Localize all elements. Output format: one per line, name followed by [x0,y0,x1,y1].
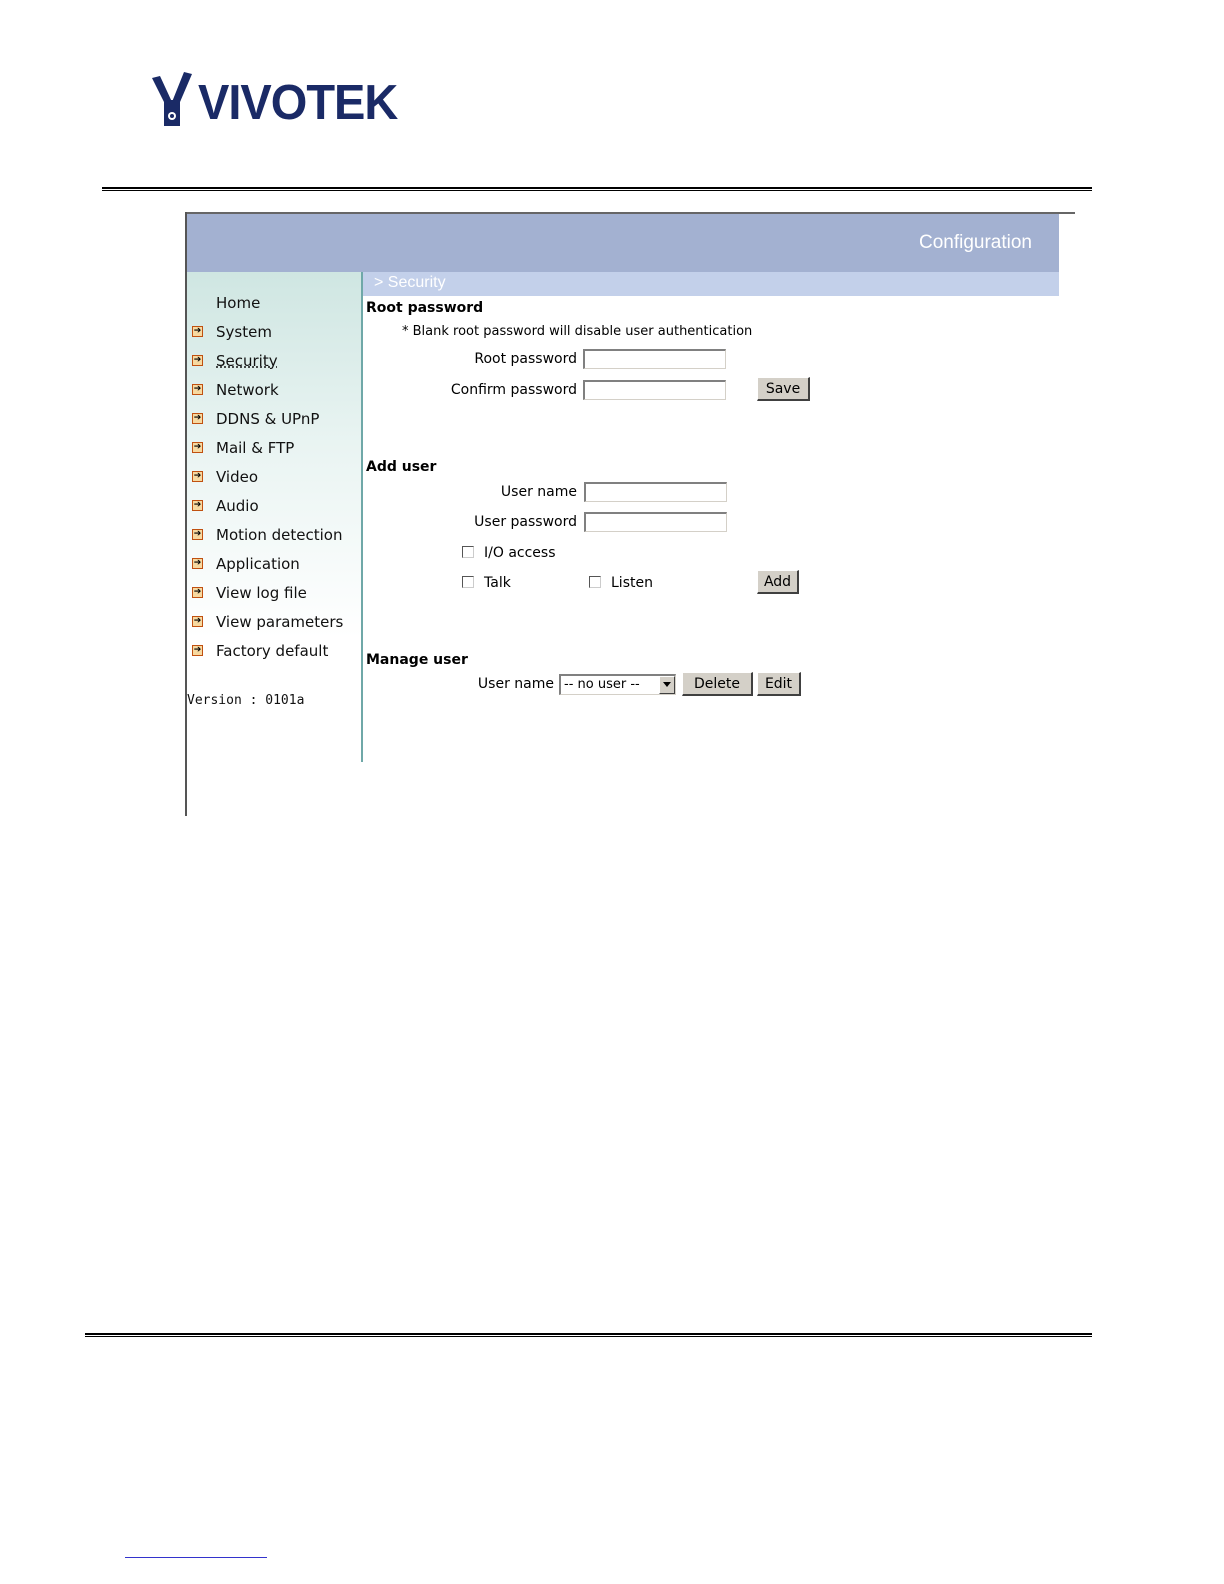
arrow-right-icon: ➔ [193,558,202,568]
sidebar-item-view-parameters[interactable] [187,611,362,633]
arrow-right-icon: ➔ [193,587,202,597]
sidebar-item-ddns-upnp[interactable] [187,408,362,430]
username-input[interactable] [584,482,727,502]
arrow-right-icon: ➔ [193,645,202,655]
arrow-right-icon: ➔ [193,616,202,626]
arrow-right-icon: ➔ [193,471,202,481]
sidebar-item-label: DDNS & UPnP [216,410,320,428]
arrow-right-icon: ➔ [193,413,202,423]
arrow-right-icon: ➔ [193,529,202,539]
vivotek-logo [150,72,398,132]
header-title: Configuration [918,232,1032,253]
sidebar-item-video[interactable] [187,466,362,488]
root-password-label: Root password [474,351,577,367]
sidebar-item-label: Home [216,294,261,312]
confirm-password-label: Confirm password [450,382,577,398]
sidebar-item-system[interactable] [187,321,362,343]
sidebar-item-label: Security [216,352,278,370]
confirm-password-input[interactable] [583,380,726,400]
bottom-divider [85,1333,1092,1337]
breadcrumb-text: > Security [374,274,446,291]
arrow-right-icon: ➔ [193,326,202,336]
talk-label: Talk [484,575,511,591]
username-label: User name [500,484,577,500]
user-password-label: User password [474,514,577,530]
version-text: Version : 0101a [187,693,305,708]
sidebar-item-label: View log file [216,584,307,602]
sidebar [187,272,362,760]
arrow-right-icon: ➔ [193,442,202,452]
sidebar-item-motion-detection[interactable] [187,524,362,546]
sidebar-item-home[interactable] [187,292,362,314]
breadcrumb [363,272,1059,296]
sidebar-item-label: Factory default [216,642,329,660]
sidebar-item-label: Audio [216,497,259,515]
logo-text: VIVOTEK [198,73,398,130]
delete-user-button[interactable]: Delete [682,672,753,696]
listen-label: Listen [611,575,653,591]
user-select[interactable] [559,674,676,695]
root-password-title: Root password [366,300,484,316]
sidebar-item-application[interactable] [187,553,362,575]
arrow-right-icon: ➔ [193,500,202,510]
sidebar-item-label: View parameters [216,613,344,631]
sidebar-item-view-log-file[interactable] [187,582,362,604]
sidebar-item-network[interactable] [187,379,362,401]
sidebar-item-security[interactable] [187,350,362,372]
io-access-checkbox[interactable] [462,546,474,558]
add-user-button[interactable]: Add [757,570,799,594]
sidebar-item-label: Motion detection [216,526,343,544]
listen-checkbox[interactable] [589,576,601,588]
save-button[interactable]: Save [757,377,810,401]
manage-user-title: Manage user [366,652,468,668]
sidebar-item-factory-default[interactable] [187,640,362,662]
footer-link-underline[interactable] [125,1557,267,1558]
security-content [363,296,1063,766]
sidebar-item-mail-ftp[interactable] [187,437,362,459]
sidebar-item-label: Mail & FTP [216,439,295,457]
sidebar-item-audio[interactable] [187,495,362,517]
sidebar-item-label: Application [216,555,300,573]
camera-logo-icon [150,72,194,128]
io-access-label: I/O access [484,545,556,561]
root-password-note: * Blank root password will disable user authentication [402,324,753,339]
sidebar-item-label: System [216,323,272,341]
user-select-value: -- no user -- [564,677,640,692]
config-header [187,214,1059,272]
chevron-down-icon[interactable] [659,676,675,694]
arrow-right-icon: ➔ [193,355,202,365]
sidebar-item-label: Network [216,381,279,399]
arrow-right-icon: ➔ [193,384,202,394]
top-divider [102,187,1092,191]
talk-checkbox[interactable] [462,576,474,588]
root-password-input[interactable] [583,349,726,369]
add-user-title: Add user [366,459,437,475]
sidebar-item-label: Video [216,468,259,486]
edit-user-button[interactable]: Edit [757,672,801,696]
manage-username-label: User name [477,676,554,692]
user-password-input[interactable] [584,512,727,532]
